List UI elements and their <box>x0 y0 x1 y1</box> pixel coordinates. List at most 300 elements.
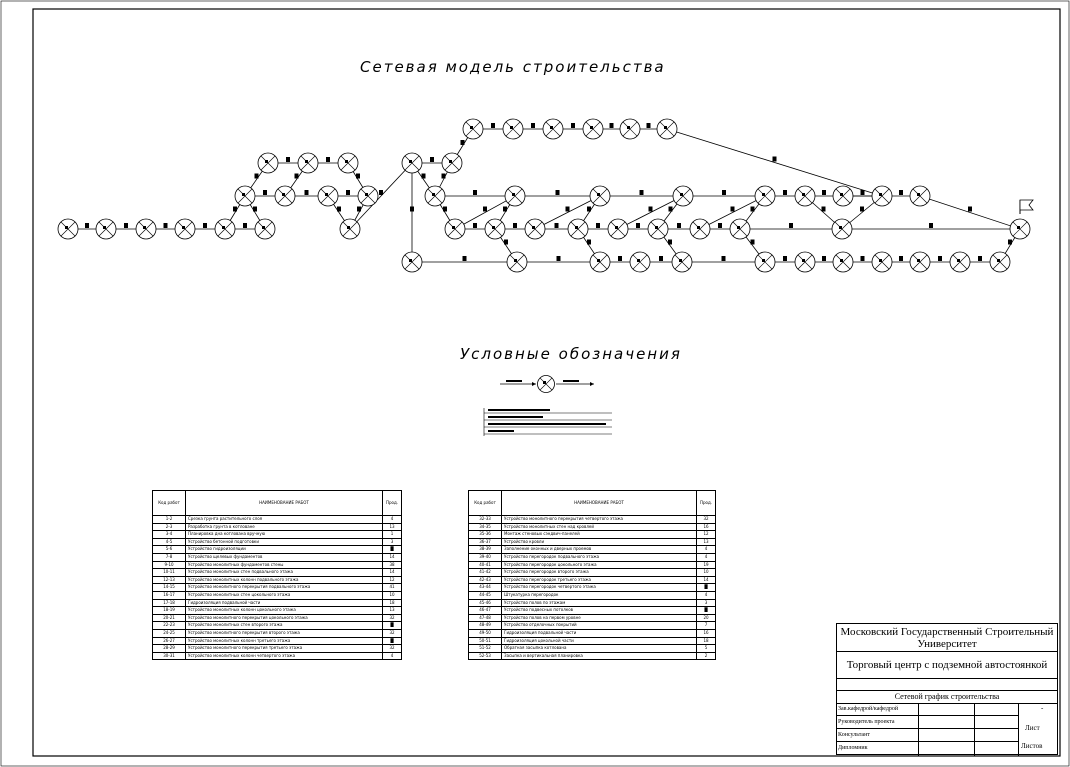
network-node <box>136 219 156 239</box>
work-code: 35-36 <box>469 531 502 539</box>
work-duration: █ <box>697 584 716 592</box>
duration-mark <box>659 256 663 261</box>
network-arrow <box>920 196 1020 229</box>
signature-cell <box>919 703 975 716</box>
works-table-right <box>468 490 716 660</box>
duration-mark <box>773 157 777 162</box>
table-row <box>469 561 716 569</box>
work-name: Устройство монолитных стен второго этажа <box>186 622 383 630</box>
network-node <box>275 186 295 206</box>
table-row <box>469 538 716 546</box>
table-row <box>153 607 402 615</box>
duration-mark <box>860 207 864 212</box>
duration-mark <box>929 223 933 228</box>
duration-mark <box>751 240 755 245</box>
network-node <box>215 219 235 239</box>
duration-mark <box>503 207 507 212</box>
duration-mark <box>668 240 672 245</box>
date-cell <box>975 742 1019 756</box>
work-duration: 13 <box>383 523 402 531</box>
work-duration: 38 <box>383 561 402 569</box>
work-duration: 14 <box>383 569 402 577</box>
duration-mark <box>124 223 128 228</box>
work-code: 2-3 <box>153 523 186 531</box>
signature-cell <box>919 742 975 756</box>
table-row <box>153 614 402 622</box>
network-node <box>755 252 775 272</box>
table-row <box>469 569 716 577</box>
network-nodes <box>58 119 1030 272</box>
work-name: Устройство монолитного перекрытия второго этажа <box>186 629 383 637</box>
work-code: 39-40 <box>469 553 502 561</box>
duration-mark <box>789 223 793 228</box>
table-row <box>469 645 716 653</box>
work-code: 45-46 <box>469 599 502 607</box>
work-name: Устройство монолитных стен цокольного этажа <box>186 591 383 599</box>
work-code: 4-5 <box>153 538 186 546</box>
duration-mark <box>822 190 826 195</box>
work-name: Планировка дна котлована вручную <box>186 531 383 539</box>
duration-mark <box>618 256 622 261</box>
work-name: Устройство гидроизоляции <box>186 546 383 554</box>
network-node <box>543 119 563 139</box>
duration-mark <box>164 223 168 228</box>
network-node <box>1010 219 1030 239</box>
table-row <box>469 614 716 622</box>
table-row <box>469 599 716 607</box>
network-node <box>590 186 610 206</box>
network-node <box>298 153 318 173</box>
work-duration: 16 <box>697 523 716 531</box>
work-name: Устройство кровли <box>502 538 697 546</box>
network-node <box>255 219 275 239</box>
network-node <box>338 153 358 173</box>
network-node <box>258 153 278 173</box>
table-row <box>469 576 716 584</box>
work-name: Разработка грунта в котловане <box>186 523 383 531</box>
work-name: Устройство монолитных колонн четвертого этажа <box>186 652 383 660</box>
duration-mark <box>356 174 360 179</box>
work-name: Устройство монолитного перекрытия подвального этажа <box>186 584 383 592</box>
col-code-header: Код работ <box>469 491 502 516</box>
work-code: 36-37 <box>469 538 502 546</box>
work-duration: 14 <box>697 576 716 584</box>
table-row <box>153 523 402 531</box>
legend-symbol <box>484 376 612 437</box>
network-node <box>833 252 853 272</box>
duration-mark <box>346 190 350 195</box>
work-name: Устройство перегородок четвертого этажа <box>502 584 697 592</box>
table-row <box>469 516 716 524</box>
work-duration: 20 <box>697 614 716 622</box>
duration-mark <box>556 190 560 195</box>
network-node <box>505 186 525 206</box>
table-row <box>469 607 716 615</box>
duration-mark <box>1008 240 1012 245</box>
work-duration: 32 <box>383 614 402 622</box>
work-code: 16-17 <box>153 591 186 599</box>
work-name: Устройство монолитных стен над кровлей <box>502 523 697 531</box>
work-duration: 41 <box>383 584 402 592</box>
duration-mark <box>286 157 290 162</box>
table-row <box>469 523 716 531</box>
role-consultant: Консультант <box>837 729 919 742</box>
table-row <box>153 629 402 637</box>
duration-mark <box>610 123 614 128</box>
work-code: 38-39 <box>469 546 502 554</box>
finish-flag-icon <box>1020 200 1033 214</box>
work-code: 14-15 <box>153 584 186 592</box>
work-name: Устройство полов на первом уровне <box>502 614 697 622</box>
date-cell <box>975 703 1019 716</box>
network-node <box>58 219 78 239</box>
table-row <box>153 652 402 660</box>
work-name: Устройство монолитного перекрытия четвертого этажа <box>502 516 697 524</box>
duration-mark <box>669 207 673 212</box>
work-code: 47-48 <box>469 614 502 622</box>
network-node <box>795 186 815 206</box>
duration-mark <box>305 190 309 195</box>
table-row <box>153 622 402 630</box>
duration-mark <box>430 157 434 162</box>
work-duration: 32 <box>697 516 716 524</box>
work-code: 26-27 <box>153 637 186 645</box>
network-node <box>872 186 892 206</box>
work-code: 46-47 <box>469 607 502 615</box>
work-code: 17-18 <box>153 599 186 607</box>
network-node <box>832 219 852 239</box>
work-code: 32-33 <box>469 516 502 524</box>
role-head: Зав.кафедрой/кафедрой <box>837 703 919 716</box>
work-duration: 1 <box>383 531 402 539</box>
work-duration: 10 <box>697 569 716 577</box>
work-duration: 2 <box>697 652 716 660</box>
work-code: 51-52 <box>469 645 502 653</box>
work-name: Устройство монолитного перекрытия третьего этажа <box>186 645 383 653</box>
role-supervisor: Руководитель проекта <box>837 716 919 729</box>
duration-mark <box>571 123 575 128</box>
col-duration-header: Прод. <box>383 491 402 516</box>
work-name: Устройство монолитных колонн подвального этажа <box>186 576 383 584</box>
duration-mark <box>587 240 591 245</box>
duration-mark <box>357 207 361 212</box>
duration-mark <box>422 174 426 179</box>
duration-mark <box>822 207 826 212</box>
work-code: 49-50 <box>469 629 502 637</box>
col-name-header: НАИМЕНОВАНИЕ РАБОТ <box>502 491 697 516</box>
duration-mark <box>233 207 237 212</box>
work-name: Монтаж стеновых сэндвич-панелей <box>502 531 697 539</box>
network-node <box>235 186 255 206</box>
work-duration: 13 <box>697 538 716 546</box>
work-duration: █ <box>383 622 402 630</box>
table-row <box>153 546 402 554</box>
role-student: Дипломник <box>837 742 919 756</box>
work-code: 44-45 <box>469 591 502 599</box>
duration-mark <box>783 256 787 261</box>
network-node <box>318 186 338 206</box>
network-node <box>175 219 195 239</box>
network-node <box>358 186 378 206</box>
network-node <box>657 119 677 139</box>
duration-mark <box>483 207 487 212</box>
work-duration: 18 <box>383 599 402 607</box>
network-node <box>690 219 710 239</box>
work-name: Устройство щелевых фундаментов <box>186 553 383 561</box>
duration-mark <box>410 207 414 212</box>
duration-mark <box>531 123 535 128</box>
work-duration: 18 <box>697 637 716 645</box>
work-code: 20-21 <box>153 614 186 622</box>
table-row <box>469 584 716 592</box>
signature-cell <box>919 729 975 742</box>
table-row <box>469 546 716 554</box>
work-duration: 10 <box>383 591 402 599</box>
work-name: Устройство перегородок третьего этажа <box>502 576 697 584</box>
work-name: Засыпка и вертикальная планировка <box>502 652 697 660</box>
sheet-dash: - <box>1041 704 1044 712</box>
work-name: Срезка грунта растительного слоя <box>186 516 383 524</box>
work-duration: 12 <box>383 576 402 584</box>
network-node <box>402 252 422 272</box>
work-duration: 19 <box>697 561 716 569</box>
work-code: 3-4 <box>153 531 186 539</box>
table-row <box>469 652 716 660</box>
work-code: 50-51 <box>469 637 502 645</box>
duration-mark <box>938 256 942 261</box>
work-name: Штукатурка перегородок <box>502 591 697 599</box>
table-row <box>153 591 402 599</box>
duration-mark <box>640 190 644 195</box>
date-cell <box>975 716 1019 729</box>
network-node <box>730 219 750 239</box>
duration-mark <box>555 223 559 228</box>
network-node <box>425 186 445 206</box>
work-duration: 4 <box>383 652 402 660</box>
table-row <box>153 553 402 561</box>
work-duration: 7 <box>697 622 716 630</box>
table-row <box>469 629 716 637</box>
work-code: 52-53 <box>469 652 502 660</box>
network-node <box>402 153 422 173</box>
network-node <box>872 252 892 272</box>
work-code: 18-19 <box>153 607 186 615</box>
legend-title: Условные обозначения <box>460 345 682 363</box>
work-duration: 32 <box>383 645 402 653</box>
duration-mark <box>978 256 982 261</box>
university-name: Московский Государственный Строительный Университет <box>837 624 1057 652</box>
table-row <box>153 531 402 539</box>
network-node <box>630 252 650 272</box>
duration-mark <box>263 190 267 195</box>
sheet-label: Лист <box>1025 724 1040 732</box>
network-node <box>485 219 505 239</box>
network-node <box>755 186 775 206</box>
table-row <box>153 576 402 584</box>
work-duration: 3 <box>697 599 716 607</box>
work-duration: █ <box>383 637 402 645</box>
work-code: 5-6 <box>153 546 186 554</box>
network-node <box>340 219 360 239</box>
network-node <box>445 219 465 239</box>
network-node <box>583 119 603 139</box>
work-code: 28-29 <box>153 645 186 653</box>
duration-mark <box>504 240 508 245</box>
duration-mark <box>491 123 495 128</box>
network-node <box>96 219 116 239</box>
work-name: Гидроизоляция подвальной части <box>186 599 383 607</box>
work-name: Заполнение оконных и дверных проемов <box>502 546 697 554</box>
work-name: Обратная засыпка котлована <box>502 645 697 653</box>
duration-mark <box>596 223 600 228</box>
duration-mark <box>587 207 591 212</box>
table-row <box>469 591 716 599</box>
work-name: Гидроизоляция цокольной части <box>502 637 697 645</box>
duration-mark <box>326 157 330 162</box>
work-duration: 4 <box>697 546 716 554</box>
duration-mark <box>899 190 903 195</box>
table-row <box>153 645 402 653</box>
network-arrow <box>535 196 600 229</box>
network-node <box>590 252 610 272</box>
sheets-label: Листов <box>1021 742 1043 750</box>
project-name: Торговый центр с подземной автостоянкой <box>837 652 1057 679</box>
duration-mark <box>861 256 865 261</box>
duration-mark <box>442 174 446 179</box>
table-row <box>153 561 402 569</box>
duration-mark <box>822 256 826 261</box>
network-node <box>648 219 668 239</box>
duration-mark <box>463 256 467 261</box>
network-node <box>525 219 545 239</box>
work-code: 48-49 <box>469 622 502 630</box>
table-row <box>153 584 402 592</box>
drawing-name: Сетевой график строительства <box>837 690 1057 704</box>
network-node <box>568 219 588 239</box>
duration-mark <box>557 256 561 261</box>
network-node <box>463 119 483 139</box>
table-row <box>469 553 716 561</box>
work-duration: 32 <box>383 629 402 637</box>
work-code: 43-44 <box>469 584 502 592</box>
network-node <box>507 252 527 272</box>
work-duration: 5 <box>697 645 716 653</box>
work-duration: 16 <box>697 629 716 637</box>
duration-mark <box>722 256 726 261</box>
network-node <box>620 119 640 139</box>
duration-mark <box>968 207 972 212</box>
network-node <box>950 252 970 272</box>
table-row <box>469 637 716 645</box>
work-name: Гидроизоляция подвальной части <box>502 629 697 637</box>
network-node <box>910 252 930 272</box>
work-name: Устройство монолитного перекрытия цокольного этажа <box>186 614 383 622</box>
work-code: 34-35 <box>469 523 502 531</box>
duration-mark <box>473 223 477 228</box>
work-name: Устройство подвесных потолков <box>502 607 697 615</box>
diagram-title: Сетевая модель строительства <box>360 58 666 76</box>
table-row <box>469 622 716 630</box>
work-duration: 4 <box>383 516 402 524</box>
duration-mark <box>649 207 653 212</box>
work-duration: █ <box>697 607 716 615</box>
work-code: 1-2 <box>153 516 186 524</box>
work-name: Устройство перегородок цокольного этажа <box>502 561 697 569</box>
work-duration: 3 <box>383 538 402 546</box>
work-name: Устройство полов по этажам <box>502 599 697 607</box>
duration-mark <box>255 174 259 179</box>
duration-mark <box>566 207 570 212</box>
network-node <box>442 153 462 173</box>
work-code: 9-10 <box>153 561 186 569</box>
duration-mark <box>636 223 640 228</box>
work-name: Устройство монолитных стен подвального этажа <box>186 569 383 577</box>
signature-cell <box>919 716 975 729</box>
work-code: 42-43 <box>469 576 502 584</box>
network-node <box>795 252 815 272</box>
table-row <box>153 569 402 577</box>
work-code: 7-8 <box>153 553 186 561</box>
col-code-header: Код работ <box>153 491 186 516</box>
work-code: 22-23 <box>153 622 186 630</box>
duration-mark <box>647 123 651 128</box>
duration-mark <box>751 207 755 212</box>
table-row <box>153 599 402 607</box>
work-duration: █ <box>383 546 402 554</box>
network-node <box>608 219 628 239</box>
duration-mark <box>253 207 257 212</box>
table-row <box>153 538 402 546</box>
work-code: 12-13 <box>153 576 186 584</box>
duration-mark <box>203 223 207 228</box>
network-arrow <box>667 129 882 196</box>
work-duration: 13 <box>383 607 402 615</box>
work-name: Устройство монолитных колонн цокольного этажа <box>186 607 383 615</box>
duration-mark <box>443 207 447 212</box>
duration-mark <box>513 223 517 228</box>
duration-mark <box>899 256 903 261</box>
table-row <box>153 637 402 645</box>
duration-mark <box>677 223 681 228</box>
duration-mark <box>379 190 383 195</box>
network-node <box>990 252 1010 272</box>
duration-mark <box>783 190 787 195</box>
duration-mark <box>861 190 865 195</box>
work-code: 30-31 <box>153 652 186 660</box>
duration-mark <box>337 207 341 212</box>
work-name: Устройство монолитных колонн третьего этажа <box>186 637 383 645</box>
network-node <box>672 252 692 272</box>
works-table-left <box>152 490 402 660</box>
col-name-header: НАИМЕНОВАНИЕ РАБОТ <box>186 491 383 516</box>
duration-mark <box>295 174 299 179</box>
work-name: Устройство монолитных фундаментов стены <box>186 561 383 569</box>
duration-mark <box>461 140 465 145</box>
work-duration: 4 <box>697 553 716 561</box>
table-row <box>469 531 716 539</box>
work-code: 41-42 <box>469 569 502 577</box>
work-name: Устройство перегородок подвального этажа <box>502 553 697 561</box>
network-node <box>910 186 930 206</box>
work-name: Устройство бетонной подготовки <box>186 538 383 546</box>
work-name: Устройство перегородок второго этажа <box>502 569 697 577</box>
network-node <box>503 119 523 139</box>
work-duration: 4 <box>697 591 716 599</box>
duration-mark <box>85 223 89 228</box>
work-code: 40-41 <box>469 561 502 569</box>
table-row <box>153 516 402 524</box>
network-node <box>673 186 693 206</box>
